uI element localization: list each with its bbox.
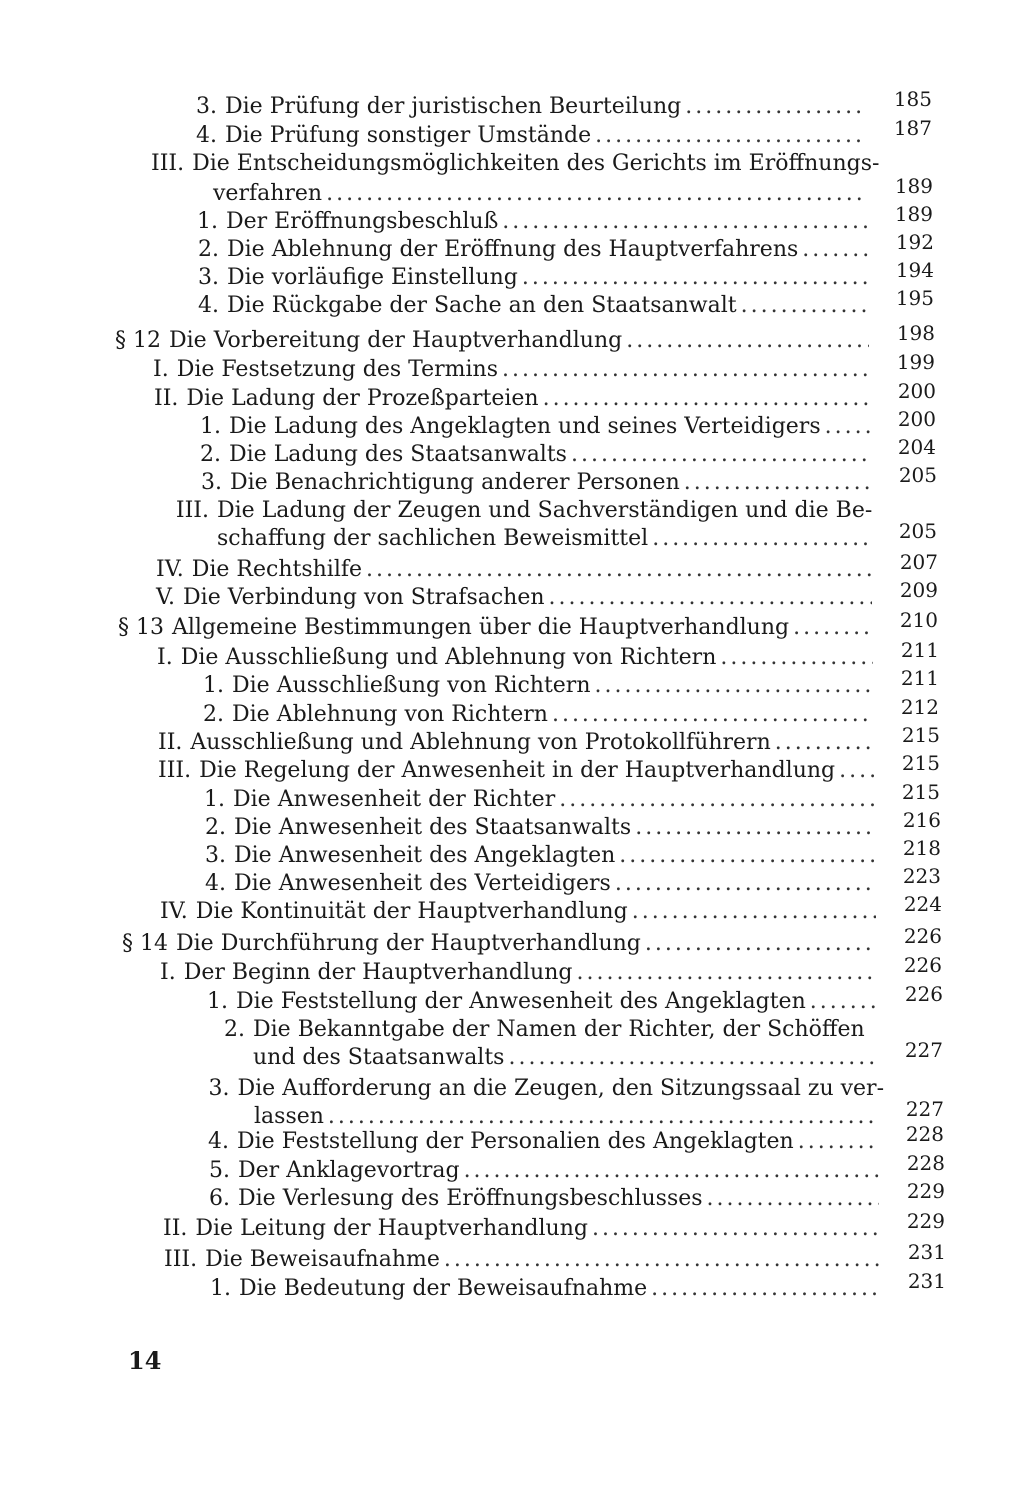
toc-entry[interactable] [198,264,874,292]
dot-leader [741,292,868,320]
toc-entry-number: 4. [196,123,217,148]
toc-page-number: 209 [899,578,938,602]
dot-leader [502,208,867,236]
toc-entry-number: § 13 [118,615,164,640]
toc-entry[interactable] [154,385,876,413]
dot-leader [802,236,868,264]
toc-entry-number: III. [158,758,192,783]
toc-page-number: 226 [903,953,942,977]
dot-leader [632,898,876,926]
toc-page-number: 198 [896,321,935,345]
toc-entry-title: Die Rechtshilfe [191,557,363,582]
toc-entry[interactable] [164,1246,886,1274]
toc-entry-title-continuation: und des Staatsanwalts [253,1045,505,1070]
toc-entry[interactable] [208,1128,884,1156]
toc-entry[interactable] [207,1016,883,1044]
toc-entry-number: 3. [205,843,226,868]
dot-leader [626,327,869,355]
toc-page-number: 207 [899,550,938,574]
toc-entry-title: Die Ladung der Prozeßparteien [186,386,539,411]
toc-entry-title: Die Bekanntgabe der Namen der Richter, der Schöffen [253,1017,865,1042]
dot-leader [615,870,875,898]
toc-page-number: 226 [904,982,943,1006]
dot-leader [619,842,875,870]
toc-entry[interactable] [203,701,879,729]
toc-entry[interactable] [201,469,877,497]
toc-entry-title: Die Beweisaufnahme [205,1247,440,1272]
toc-entry-number: I. [153,357,169,382]
toc-entry[interactable] [205,814,881,842]
dot-leader [543,385,870,413]
toc-entry-title: Die Ausschließung und Ablehnung von Richtern [180,645,717,670]
toc-entry-number: I. [160,960,176,985]
dot-leader [326,180,867,208]
toc-entry-number: 5. [209,1158,230,1183]
toc-entry-title: Die Aufforderung an die Zeugen, den Sitzungssaal zu ver- [237,1076,884,1101]
toc-entry[interactable] [118,614,878,642]
toc-entry[interactable] [156,556,878,584]
toc-entry-number: II. [158,730,183,755]
toc-page-number: 229 [906,1179,945,1203]
toc-entry-title: Die Vorbereitung der Hauptverhandlung [169,328,623,353]
toc-page-number: 227 [904,1038,943,1062]
toc-entry-number: II. [154,386,179,411]
dot-leader [810,988,877,1016]
toc-entry[interactable] [196,93,872,121]
toc-entry-continuation [213,180,873,208]
toc-entry-number: V. [156,585,176,610]
toc-page-number: 185 [893,87,932,111]
toc-page-number: 227 [905,1097,944,1121]
toc-entry-title: Die Feststellung der Personalien des Angeklagten [237,1129,794,1154]
toc-entry-title: Die Rückgabe der Sache an den Staatsanwalt [227,293,737,318]
dot-leader [707,1185,879,1213]
toc-page-number: 189 [894,174,933,198]
toc-entry-title: Die Ladung des Staatsanwalts [229,442,567,467]
dot-leader [775,729,874,757]
toc-entry-title-continuation: verfahren [213,181,323,206]
toc-page-number: 231 [907,1269,946,1293]
dot-leader [571,441,870,469]
toc-page-number: 215 [901,723,940,747]
toc-entry-title: Die Ablehnung der Eröffnung des Hauptverfahrens [227,237,799,262]
toc-entry[interactable] [197,208,873,236]
toc-entry-title-continuation: schaffung der sachlichen Beweismittel [217,526,649,551]
toc-entry-number: 1. [197,209,218,234]
toc-entry[interactable] [151,150,880,178]
toc-entry[interactable] [205,842,881,870]
toc-entry-number: 3. [198,265,219,290]
toc-page-number: 199 [896,350,935,374]
toc-entry-number: 2. [224,1017,245,1042]
dot-leader [839,757,874,785]
toc-entry-title: Die Benachrichtigung anderer Personen [230,470,680,495]
toc-entry-number: 4. [198,293,219,318]
dot-leader [508,1044,877,1072]
toc-entry-title: Der Beginn der Hauptverhandlung [183,960,573,985]
toc-entry-number: IV. [156,557,184,582]
toc-entry-title: Die Ausschließung von Richtern [232,673,591,698]
toc-page-number: 200 [897,379,936,403]
toc-page-number: 228 [906,1151,945,1175]
toc-entry[interactable] [198,292,874,320]
dot-leader [793,614,872,642]
toc-entry-number: III. [151,151,185,176]
dot-leader [502,356,869,384]
toc-entry-number: 3. [201,470,222,495]
toc-entry-title: Die Ladung des Angeklagten und seines Verteidigers [229,414,821,439]
toc-page-number: 192 [895,230,934,254]
toc-entry[interactable] [160,959,882,987]
toc-entry-number: § 12 [115,328,161,353]
dot-leader [328,1103,878,1131]
toc-entry[interactable] [205,870,881,898]
dot-leader [576,959,876,987]
toc-entry-number: 2. [200,442,221,467]
toc-entry-title: Die Ladung der Zeugen und Sachverständigen und die Be- [217,498,873,523]
dot-leader [595,672,874,700]
toc-entry[interactable] [158,729,880,757]
toc-page-number: 211 [900,638,939,662]
toc-entry-title: Die Feststellung der Anwesenheit des Angeklagten [236,989,806,1014]
toc-page-number: 215 [901,751,940,775]
dot-leader [798,1128,878,1156]
toc-entry[interactable] [158,757,880,785]
dot-leader [444,1246,880,1274]
toc-entry-title: Die Entscheidungsmöglichkeiten des Gerichts im Eröffnungs- [192,151,880,176]
toc-entry[interactable] [155,497,877,525]
toc-entry-title: Der Anklagevortrag [238,1158,460,1183]
dot-leader [685,93,866,121]
dot-leader [366,556,872,584]
toc-page-number: 200 [897,407,936,431]
dot-leader [595,122,866,150]
toc-page-number: 211 [900,666,939,690]
toc-page-number: 216 [902,808,941,832]
toc-page-number: 226 [903,924,942,948]
toc-entry-title: Die Anwesenheit des Staatsanwalts [234,815,632,840]
toc-entry-number: 3. [196,94,217,119]
toc-entry-title: Die Verlesung des Eröffnungsbeschlusses [238,1186,703,1211]
toc-entry-number: III. [164,1247,198,1272]
toc-entry-title: Die Prüfung sonstiger Umstände [225,123,592,148]
dot-leader [522,264,868,292]
toc-entry-number: 2. [205,815,226,840]
toc-entry-title: Die Anwesenheit der Richter [233,787,556,812]
toc-entry-title: Die Kontinuität der Hauptverhandlung [195,899,628,924]
toc-entry[interactable] [163,1215,885,1243]
toc-entry[interactable] [207,988,883,1016]
toc-entry-number: III. [175,498,209,523]
toc-entry-title: Allgemeine Bestimmungen über die Hauptverhandlung [172,615,790,640]
page-number: 14 [128,1346,162,1375]
dot-leader [559,786,874,814]
toc-entry-title-continuation: lassen [254,1104,324,1129]
toc-entry-title: Ausschließung und Ablehnung von Protokollführern [190,730,771,755]
toc-page-number: 194 [895,258,934,282]
toc-entry-number: I. [157,645,173,670]
toc-entry-number: 4. [208,1129,229,1154]
dot-leader [464,1157,879,1185]
dot-leader [592,1215,879,1243]
toc-entry-continuation [254,1103,884,1131]
toc-entry-title: Die Leitung der Hauptverhandlung [195,1216,588,1241]
toc-entry-title: Die Festsetzung des Termins [176,357,498,382]
toc-entry-number: IV. [160,899,188,924]
toc-entry[interactable] [122,930,882,958]
dot-leader [645,930,876,958]
toc-entry-continuation [253,1044,883,1072]
toc-page-number: 224 [903,892,942,916]
dot-leader [684,469,871,497]
toc-entry-continuation [217,525,877,553]
toc-entry-number: 3. [208,1076,230,1101]
toc-entry[interactable] [115,327,875,355]
toc-entry-title: Die Ablehnung von Richtern [232,702,548,727]
toc-page-number: 189 [894,202,933,226]
dot-leader [652,525,871,553]
toc-page-number: 187 [893,116,932,140]
toc-page-number: 195 [895,286,934,310]
toc-entry-title: Die Verbindung von Strafsachen [183,585,545,610]
toc-entry[interactable] [196,122,872,150]
toc-page-number: 212 [900,695,939,719]
toc-entry-number: 1. [207,989,228,1014]
toc-entry[interactable] [157,644,879,672]
toc-page-number: 205 [898,519,937,543]
toc-page-number: 231 [907,1240,946,1264]
toc-entry-number: 1. [203,673,224,698]
toc-entry-number: 1. [200,414,221,439]
toc-entry[interactable] [204,786,880,814]
toc-entry[interactable] [208,1075,884,1103]
toc-entry[interactable] [200,413,876,441]
toc-entry-title: Die Anwesenheit des Angeklagten [234,843,616,868]
toc-entry-title: Die Anwesenheit des Verteidigers [234,871,611,896]
toc-entry-title: Die Durchführung der Hauptverhandlung [176,931,641,956]
toc-page-number: 215 [901,780,940,804]
toc-entry-number: § 14 [122,931,168,956]
toc-page-number: 205 [898,463,937,487]
dot-leader [651,1275,880,1303]
toc-entry[interactable] [203,672,879,700]
toc-entry-title: Die Bedeutung der Beweisaufnahme [239,1276,648,1301]
toc-entry[interactable] [153,356,875,384]
toc-page-number: 223 [902,864,941,888]
dot-leader [635,814,875,842]
toc-page-number: 229 [906,1209,945,1233]
dot-leader [549,584,872,612]
toc-entry[interactable] [156,584,878,612]
toc-entry[interactable] [198,236,874,264]
toc-page-number: 210 [899,608,938,632]
dot-leader [825,413,870,441]
toc-entry-title: Die vorläufige Einstellung [227,265,518,290]
toc-entry[interactable] [200,441,876,469]
toc-entry[interactable] [209,1157,885,1185]
dot-leader [552,701,873,729]
toc-entry-number: 4. [205,871,226,896]
toc-entry[interactable] [160,898,882,926]
toc-entry-number: 2. [198,237,219,262]
toc-entry[interactable] [209,1185,885,1213]
toc-page-number: 218 [902,836,941,860]
toc-entry-number: II. [163,1216,188,1241]
toc-entry-title: Die Regelung der Anwesenheit in der Hauptverhandlung [199,758,836,783]
toc-entry-title: Der Eröffnungsbeschluß [226,209,499,234]
toc-entry-number: 2. [203,702,224,727]
toc-entry-title: Die Prüfung der juristischen Beurteilung [225,94,682,119]
toc-page-number: 204 [897,435,936,459]
toc-entry-number: 6. [209,1186,230,1211]
toc-entry-number: 1. [204,787,225,812]
toc-entry-number: 1. [210,1276,231,1301]
toc-page-number: 228 [905,1122,944,1146]
dot-leader [720,644,873,672]
toc-entry[interactable] [210,1275,886,1303]
